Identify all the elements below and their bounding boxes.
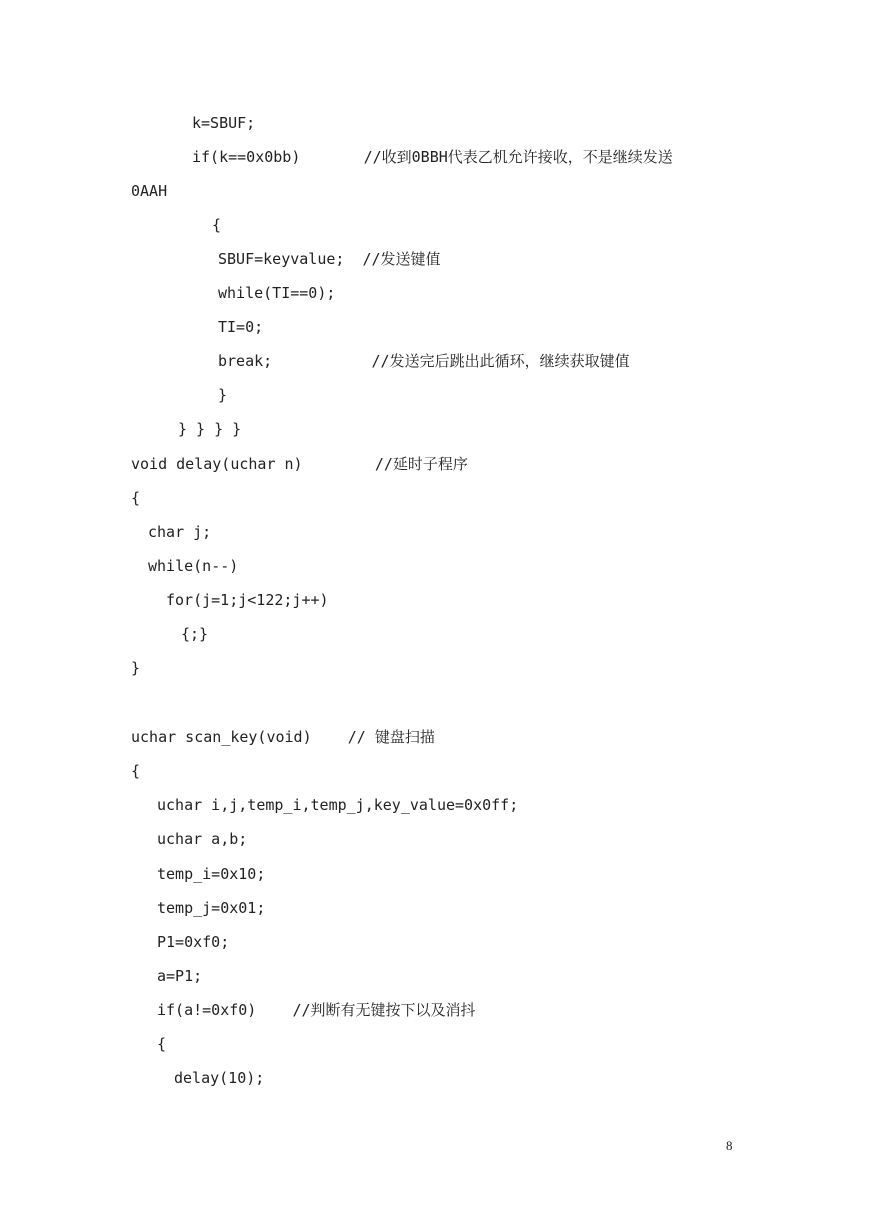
code-line: } } } } [178,420,242,438]
code-line: { [157,1035,167,1053]
code-line: temp_j=0x01; [157,899,266,917]
code-line: if(a!=0xf0) //判断有无键按下以及消抖 [157,1001,476,1019]
code-line: while(n--) [148,557,239,575]
code-line: } [218,386,228,404]
code-line: break; //发送完后跳出此循环，继续获取键值 [218,352,630,370]
code-line: 0AAH [131,182,168,200]
code-line: {;} [181,625,209,643]
code-line: SBUF=keyvalue; //发送键值 [218,250,441,268]
code-line: char j; [148,523,212,541]
code-line: while(TI==0); [218,284,336,302]
code-line: temp_i=0x10; [157,865,266,883]
code-line: delay(10); [174,1069,265,1087]
code-line: uchar i,j,temp_i,temp_j,key_value=0x0ff; [157,796,519,814]
code-line: { [212,216,222,234]
code-line: TI=0; [218,318,264,336]
code-line: for(j=1;j<122;j++) [166,591,329,609]
code-line: { [131,489,141,507]
code-line: void delay(uchar n) //延时子程序 [131,455,468,473]
code-line: uchar a,b; [157,830,248,848]
page-number: 8 [726,1138,733,1153]
code-line: P1=0xf0; [157,933,230,951]
code-line: { [131,762,141,780]
code-line: a=P1; [157,967,203,985]
code-line: uchar scan_key(void) // 键盘扫描 [131,728,435,746]
code-line: if(k==0x0bb) //收到0BBH代表乙机允许接收，不是继续发送 [192,148,673,166]
code-line: } [131,659,141,677]
code-line: k=SBUF; [192,114,256,132]
